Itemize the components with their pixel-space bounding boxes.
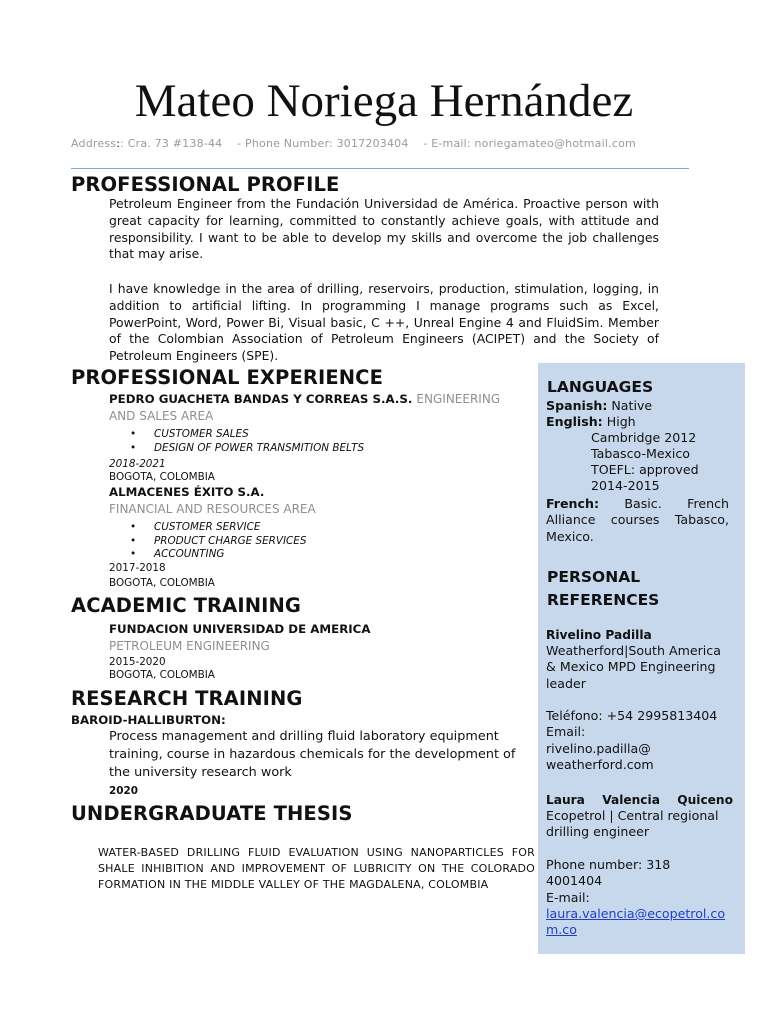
profile-paragraph-1: Petroleum Engineer from the Fundación Universidad de América. Proactive person with great capacity for learning, committed to constantly achieve goals, with attitude and responsibility. I want to be able to develop my skills and overcome the job challenges that may arise. — [109, 196, 659, 262]
references-heading-2: REFERENCES — [547, 591, 660, 609]
academic-location: BOGOTA, COLOMBIA — [109, 669, 215, 681]
english-detail-4: 2014-2015 — [591, 478, 660, 493]
contact-line: Address:: Cra. 73 #138-44 - Phone Number: 3017203404 - E-mail: noriegamateo@hotmail.com — [71, 137, 636, 150]
english-detail-1: Cambridge 2012 — [591, 430, 697, 445]
job2-dates: 2017-2018 — [109, 562, 166, 574]
job1-company: PEDRO GUACHETA BANDAS Y CORREAS S.A.S. ENGINEERING — [109, 392, 501, 406]
thesis-text: WATER-BASED DRILLING FLUID EVALUATION USING NANOPARTICLES FOR SHALE INHIBITION AND IMPROVEMENT OF LUBRICITY ON THE COLORADO FORMATION IN THE MIDDLE VALLEY OF THE MAGDALENA, COLOMBIA — [98, 846, 535, 891]
job1-dates: 2018-2021 — [109, 458, 166, 470]
ref2-name: Laura Valencia Quiceno — [546, 793, 733, 807]
ref2-email-link[interactable]: laura.valencia@ecopetrol.com.co — [546, 906, 726, 938]
job2-location: BOGOTA, COLOMBIA — [109, 577, 215, 589]
job2-area: FINANCIAL AND RESOURCES AREA — [109, 502, 316, 516]
references-heading-1: PERSONAL — [547, 568, 641, 586]
ref1-email[interactable]: rivelino.padilla@ weatherford.com — [546, 741, 654, 773]
email-text: - E-mail: noriegamateo@hotmail.com — [423, 137, 636, 150]
experience-heading: PROFESSIONAL EXPERIENCE — [71, 366, 384, 389]
ref1-email-label: Email: — [546, 724, 586, 739]
ref1-name: Rivelino Padilla — [546, 628, 652, 642]
ref1-phone: Teléfono: +54 2995813404 — [546, 708, 718, 723]
english-detail-3: TOEFL: approved — [591, 462, 699, 477]
job1-bullet-1: • CUSTOMER SALES — [130, 428, 249, 440]
address-label: Address — [71, 137, 117, 150]
phone-text: - Phone Number: 3017203404 — [237, 137, 409, 150]
job2-bullet-2: • PRODUCT CHARGE SERVICES — [130, 535, 307, 547]
academic-school: FUNDACION UNIVERSIDAD DE AMERICA — [109, 622, 371, 636]
candidate-name: Mateo Noriega Hernández — [134, 75, 634, 127]
academic-heading: ACADEMIC TRAINING — [71, 594, 302, 617]
languages-heading: LANGUAGES — [547, 378, 654, 396]
ref2-role: Ecopetrol | Central regional drilling engineer — [546, 808, 719, 840]
language-spanish: Spanish: Native — [546, 398, 653, 413]
profile-heading: PROFESSIONAL PROFILE — [71, 173, 340, 196]
research-heading: RESEARCH TRAINING — [71, 687, 303, 710]
academic-program: PETROLEUM ENGINEERING — [109, 639, 270, 653]
job2-company: ALMACENES ÉXITO S.A. — [109, 485, 265, 499]
ref2-email-label: E-mail: — [546, 890, 590, 905]
job2-bullet-3: • ACCOUNTING — [130, 548, 225, 560]
language-french: French: Basic. French Alliance courses Tabasco, Mexico. — [546, 496, 729, 544]
job2-bullet-1: • CUSTOMER SERVICE — [130, 521, 261, 533]
job1-area: AND SALES AREA — [109, 409, 214, 423]
ref2-phone: Phone number: 318 4001404 — [546, 857, 671, 889]
language-english: English: High — [546, 414, 636, 429]
academic-dates: 2015-2020 — [109, 656, 166, 668]
address-value: : Cra. 73 #138-44 — [120, 137, 223, 150]
job1-bullet-2: • DESIGN OF POWER TRANSMITION BELTS — [130, 442, 365, 454]
job1-area-inline: ENGINEERING — [416, 392, 501, 406]
header-divider — [71, 168, 689, 169]
job1-location: BOGOTA, COLOMBIA — [109, 471, 215, 483]
english-detail-2: Tabasco-Mexico — [591, 446, 690, 461]
profile-paragraph-2: I have knowledge in the area of drilling, reservoirs, production, stimulation, logging, in addition to artificial lifting. In programming I manage programs such as Excel, PowerPoint, Word, Power Bi, Visual basic, C ++, Unreal Engine 4 and FluidSim. Member of the Colombian Association of Petroleum Engineers (ACIPET) and the Society of Petroleum Engineers (SPE). — [109, 281, 659, 364]
research-org: BAROID-HALLIBURTON: — [71, 713, 226, 727]
research-description: Process management and drilling fluid laboratory equipment training, course in hazardous chemicals for the development of the university research work — [109, 729, 516, 780]
thesis-heading: UNDERGRADUATE THESIS — [71, 802, 353, 825]
research-year: 2020 — [109, 785, 138, 797]
ref1-role: Weatherford|South America & Mexico MPD Engineering leader — [546, 643, 721, 691]
